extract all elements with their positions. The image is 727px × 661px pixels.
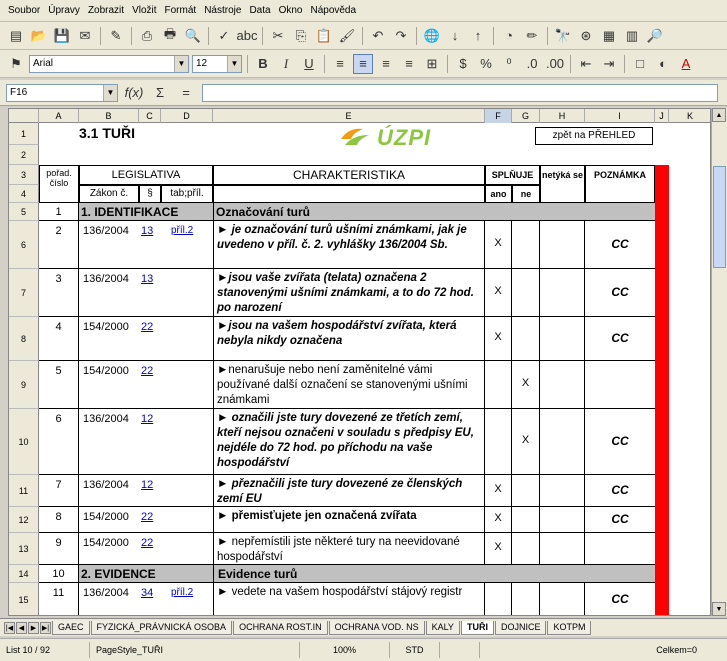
section-fill <box>485 203 655 221</box>
menu-bar <box>0 0 727 22</box>
paragraph-link[interactable]: 22 <box>139 361 161 409</box>
answer-netyka[interactable] <box>540 361 585 409</box>
tab-ochrana-vod[interactable]: OCHRANA VOD. NS <box>329 621 425 635</box>
export-pdf-icon[interactable]: ⎙ <box>141 27 153 43</box>
find-icon[interactable]: 🔭 <box>554 27 572 43</box>
save-icon[interactable]: 💾 <box>53 27 71 43</box>
answer-ne[interactable]: X <box>512 409 540 475</box>
row-number: 11 <box>39 583 79 616</box>
note-cell: CC <box>585 221 655 269</box>
status-sheet-count: List 10 / 92 <box>0 642 90 658</box>
answer-netyka[interactable] <box>540 533 585 565</box>
col-header-f[interactable]: F <box>485 109 512 123</box>
note-cell: CC <box>585 475 655 507</box>
chevron-down-icon: ▼ <box>227 56 241 72</box>
first-sheet-icon[interactable]: |◀ <box>4 622 15 634</box>
row-header-9[interactable]: 9 <box>9 361 39 409</box>
edit-icon[interactable]: ✎ <box>110 27 122 43</box>
attachment-link[interactable] <box>161 361 213 409</box>
separator <box>247 55 248 73</box>
section-label: 2. EVIDENCE <box>79 565 213 583</box>
navigator-icon[interactable]: ⊛ <box>580 27 592 43</box>
attachment-link[interactable] <box>161 507 213 533</box>
col-header-a[interactable]: A <box>39 109 79 123</box>
styles-icon[interactable]: ⚑ <box>10 55 22 71</box>
answer-ne[interactable] <box>512 475 540 507</box>
sheet-title: 3.1 TUŘI <box>79 125 136 141</box>
answer-ano[interactable]: X <box>485 221 512 269</box>
separator <box>416 27 417 45</box>
back-to-overview-button[interactable]: zpět na PŘEHLED <box>535 127 653 145</box>
law-number: 136/2004 <box>79 409 139 475</box>
row-number: 5 <box>39 361 79 409</box>
paragraph-link[interactable]: 22 <box>139 507 161 533</box>
header-poradi: pořad. číslo <box>39 165 79 203</box>
equals-icon[interactable]: = <box>182 85 190 100</box>
vertical-scrollbar[interactable] <box>711 108 727 616</box>
borders-icon[interactable]: □ <box>636 56 644 71</box>
tab-kotpm[interactable]: KOTPM <box>547 621 591 635</box>
header-poznamka: POZNÁMKA <box>585 165 655 203</box>
separator <box>570 55 571 73</box>
characteristic-text: ► přemisťujete jen označená zvířata <box>213 507 485 533</box>
status-mode[interactable]: STD <box>390 642 440 658</box>
row-number: 7 <box>39 475 79 507</box>
note-cell <box>585 361 655 409</box>
status-zoom[interactable]: 100% <box>300 642 390 658</box>
format-paint-icon[interactable]: 🖌 <box>338 27 356 43</box>
note-cell: CC <box>585 507 655 533</box>
hyperlink-icon[interactable]: 🌐 <box>423 27 441 43</box>
spreadsheet-grid[interactable] <box>8 108 711 616</box>
row-header-2[interactable]: 2 <box>9 145 39 165</box>
row-header-10[interactable]: 10 <box>9 409 39 475</box>
redo-icon[interactable]: ↷ <box>395 27 407 43</box>
header-ne: ne <box>512 185 540 203</box>
email-icon[interactable]: ✉ <box>79 27 91 43</box>
col-header-e[interactable]: E <box>213 109 485 123</box>
tab-dojnice[interactable]: DOJNICE <box>495 621 547 635</box>
print-icon[interactable]: 🖶 <box>163 25 177 41</box>
separator <box>208 27 209 45</box>
status-bar <box>0 638 727 661</box>
answer-ano[interactable]: X <box>485 317 512 361</box>
header-charakteristika: CHARAKTERISTIKA <box>213 165 485 185</box>
characteristic-text: ► je označování turů ušními známkami, jak je uvedeno v příl. č. 2. vyhlášky 136/2004 Sb. <box>213 221 485 269</box>
row-header-3[interactable]: 3 <box>9 165 39 185</box>
remove-decimal-icon[interactable]: .00 <box>545 56 565 71</box>
col-header-j[interactable]: J <box>655 109 669 123</box>
zoom-icon[interactable]: 🔎 <box>646 27 664 43</box>
row-number: 9 <box>39 533 79 565</box>
answer-ne[interactable] <box>512 317 540 361</box>
chevron-down-icon: ▼ <box>103 85 117 101</box>
law-number: 154/2000 <box>79 317 139 361</box>
answer-netyka[interactable] <box>540 583 585 616</box>
separator <box>131 27 132 45</box>
row-header-1[interactable]: 1 <box>9 123 39 145</box>
prev-sheet-icon[interactable]: ◀ <box>16 622 27 634</box>
justify-icon[interactable]: ≡ <box>405 56 413 71</box>
law-number: 154/2000 <box>79 507 139 533</box>
menu-okno[interactable]: Okno <box>278 5 303 16</box>
law-number: 136/2004 <box>79 583 139 616</box>
answer-netyka[interactable] <box>540 507 585 533</box>
attachment-link[interactable] <box>161 533 213 565</box>
attachment-link[interactable]: příl.2 <box>161 583 213 616</box>
col-header-k[interactable]: K <box>669 109 711 123</box>
add-decimal-icon[interactable]: .0 <box>526 56 538 71</box>
separator <box>547 27 548 45</box>
menu-zobrazit[interactable]: Zobrazit <box>87 5 125 16</box>
sheet-tabs <box>0 618 727 636</box>
row-header-11[interactable]: 11 <box>9 475 39 507</box>
characteristic-text: ►jsou na vašem hospodářství zvířata, která nebyla nikdy označena <box>213 317 485 361</box>
chevron-down-icon: ▼ <box>174 56 188 72</box>
menu-vlozit[interactable]: Vložit <box>132 5 157 16</box>
status-modified <box>440 642 480 658</box>
header-paragraf: § <box>139 185 161 203</box>
law-number: 154/2000 <box>79 533 139 565</box>
answer-ano[interactable] <box>485 583 512 616</box>
red-marker-bar <box>655 165 669 616</box>
datasource-icon[interactable]: ▥ <box>625 27 639 43</box>
decrease-indent-icon[interactable]: ⇤ <box>580 55 592 71</box>
paragraph-link[interactable]: 12 <box>139 475 161 507</box>
section-num: 1 <box>39 203 79 221</box>
paragraph-link[interactable]: 22 <box>139 317 161 361</box>
menu-nastroje[interactable]: Nástroje <box>204 5 242 16</box>
paragraph-link[interactable]: 13 <box>139 269 161 317</box>
row-header-8[interactable]: 8 <box>9 317 39 361</box>
attachment-link[interactable] <box>161 475 213 507</box>
answer-ne[interactable] <box>512 269 540 317</box>
sort-asc-icon[interactable]: ↓ <box>451 28 459 43</box>
law-number: 136/2004 <box>79 269 139 317</box>
number-format-icon[interactable]: ⁰ <box>506 55 512 71</box>
last-sheet-icon[interactable]: ▶| <box>40 622 51 634</box>
preview-icon[interactable]: 🔍 <box>184 27 202 43</box>
section-desc: Evidence turů <box>213 565 485 583</box>
header-zakon: Zákon č. <box>79 185 139 203</box>
answer-ne[interactable] <box>512 507 540 533</box>
font-name-select[interactable] <box>29 55 189 73</box>
attachment-link[interactable]: příl.2 <box>161 221 213 269</box>
attachment-link[interactable] <box>161 317 213 361</box>
paragraph-link[interactable]: 13 <box>139 221 161 269</box>
col-header-c[interactable]: C <box>139 109 161 123</box>
col-header-h[interactable]: H <box>540 109 585 123</box>
cut-icon[interactable]: ✂ <box>272 27 284 43</box>
gallery-icon[interactable]: ▦ <box>602 27 616 43</box>
next-sheet-icon[interactable]: ▶ <box>28 622 39 634</box>
answer-netyka[interactable] <box>540 317 585 361</box>
note-cell: CC <box>585 409 655 475</box>
paragraph-link[interactable]: 34 <box>139 583 161 616</box>
menu-data[interactable]: Data <box>249 5 271 16</box>
tab-gaec[interactable]: GAEC <box>52 621 90 635</box>
chart-icon[interactable]: ◔ <box>505 28 513 43</box>
separator <box>324 55 325 73</box>
note-cell: CC <box>585 269 655 317</box>
currency-icon[interactable]: $ <box>459 56 467 71</box>
attachment-link[interactable] <box>161 269 213 317</box>
new-icon[interactable]: ▤ <box>9 27 23 43</box>
tab-kaly[interactable]: KALY <box>426 621 460 635</box>
align-left-icon[interactable]: ≡ <box>336 56 344 71</box>
column-headers <box>9 109 711 123</box>
row-header-15[interactable]: 15 <box>9 583 39 616</box>
note-cell: CC <box>585 317 655 361</box>
separator <box>362 27 363 45</box>
spellcheck-icon[interactable]: ✓ <box>218 27 230 43</box>
paragraph-link[interactable]: 12 <box>139 409 161 475</box>
font-size-value: 12 <box>196 58 208 69</box>
answer-ano[interactable]: X <box>485 475 512 507</box>
percent-icon[interactable]: % <box>480 56 492 71</box>
separator <box>447 55 448 73</box>
characteristic-text: ► vedete na vašem hospodářství stájový registr <box>213 583 485 616</box>
background-color-icon[interactable]: ◐ <box>659 56 667 71</box>
paragraph-link[interactable]: 22 <box>139 533 161 565</box>
sort-desc-icon[interactable]: ↑ <box>474 28 482 43</box>
header-netyka: netýká se <box>540 165 585 203</box>
tab-ochrana-rostlin[interactable]: OCHRANA ROST.IN <box>233 621 328 635</box>
answer-netyka[interactable] <box>540 221 585 269</box>
uzpi-logo-text: ÚZPI <box>377 125 432 150</box>
function-wizard-icon[interactable]: f(x) <box>124 85 144 100</box>
scroll-up-icon[interactable]: ▲ <box>712 108 726 122</box>
answer-ano[interactable]: X <box>485 533 512 565</box>
col-header-b[interactable]: B <box>79 109 139 123</box>
row-number: 8 <box>39 507 79 533</box>
row-header-6[interactable]: 6 <box>9 221 39 269</box>
separator <box>624 55 625 73</box>
corner-cell[interactable] <box>9 109 39 123</box>
formula-input[interactable] <box>202 84 718 102</box>
row-header-14[interactable]: 14 <box>9 565 39 583</box>
row-header-4[interactable]: 4 <box>9 185 39 203</box>
answer-ano[interactable]: X <box>485 507 512 533</box>
menu-format[interactable]: Formát <box>164 5 197 16</box>
separator <box>100 27 101 45</box>
row-number: 6 <box>39 409 79 475</box>
standard-toolbar <box>0 22 727 50</box>
answer-netyka[interactable] <box>540 475 585 507</box>
menu-napoveda[interactable]: Nápověda <box>310 5 357 16</box>
font-color-icon[interactable]: A <box>681 56 691 71</box>
section-fill <box>485 565 655 583</box>
uzpi-logo-icon <box>339 125 373 151</box>
scroll-down-icon[interactable]: ▼ <box>712 602 726 616</box>
header-tab: tab;příl. <box>161 185 213 203</box>
row-number: 3 <box>39 269 79 317</box>
header-splnuje: SPLŇUJE <box>485 165 540 185</box>
align-right-icon[interactable]: ≡ <box>382 56 390 71</box>
tab-turi[interactable]: TUŘI <box>461 621 494 635</box>
row-number: 4 <box>39 317 79 361</box>
header-ano: ano <box>485 185 512 203</box>
answer-ne[interactable] <box>512 533 540 565</box>
increase-indent-icon[interactable]: ⇥ <box>603 55 615 71</box>
answer-netyka[interactable] <box>540 409 585 475</box>
answer-ne[interactable] <box>512 221 540 269</box>
row-number: 2 <box>39 221 79 269</box>
menu-soubor[interactable]: Soubor <box>8 5 41 16</box>
status-sum: Celkem=0 <box>656 645 697 655</box>
status-page-style: PageStyle_TUŘI <box>90 642 300 658</box>
header-charakteristika-sub <box>213 185 485 203</box>
answer-ano[interactable]: X <box>485 269 512 317</box>
characteristic-text: ►jsou vaše zvířata (telata) označena 2 stanovenými ušními známkami, a to do 72 hod. po narození <box>213 269 485 317</box>
merge-cells-icon[interactable]: ⊞ <box>426 55 438 71</box>
open-icon[interactable]: 📂 <box>30 27 48 43</box>
row-header-12[interactable]: 12 <box>9 507 39 533</box>
attachment-link[interactable] <box>161 409 213 475</box>
answer-netyka[interactable] <box>540 269 585 317</box>
answer-ano[interactable] <box>485 409 512 475</box>
scroll-thumb[interactable] <box>713 166 726 268</box>
law-number: 136/2004 <box>79 475 139 507</box>
col-header-g[interactable]: G <box>512 109 540 123</box>
separator <box>493 27 494 45</box>
answer-ne[interactable]: X <box>512 361 540 409</box>
section-desc: Označování turů <box>213 203 485 221</box>
law-number: 136/2004 <box>79 221 139 269</box>
header-legislativa: LEGISLATIVA <box>79 165 213 185</box>
name-box[interactable] <box>6 84 118 102</box>
tab-fyzicka[interactable]: FYZICKÁ_PRÁVNICKÁ OSOBA <box>91 621 233 635</box>
answer-ne[interactable] <box>512 583 540 616</box>
row-header-5[interactable]: 5 <box>9 203 39 221</box>
copy-icon[interactable]: ⎘ <box>295 27 307 43</box>
font-size-select[interactable] <box>192 55 242 73</box>
characteristic-text: ►nenarušuje nebo není zaměnitelné vámi používané další označení se stanovenými ušními známkami <box>213 361 485 409</box>
separator <box>262 27 263 45</box>
align-center-icon[interactable]: ≡ <box>353 54 373 74</box>
row-header-13[interactable]: 13 <box>9 533 39 565</box>
cell-reference: F16 <box>10 87 28 98</box>
characteristic-text: ► označili jste tury dovezené ze třetích zemí, kteří nejsou označeni v souladu s předpisy EU, nejdéle do 72 hod. po příchodu na vaše hospodářství <box>213 409 485 475</box>
row-header-7[interactable]: 7 <box>9 269 39 317</box>
section-num: 10 <box>39 565 79 583</box>
font-name-value: Arial <box>33 58 54 69</box>
paste-icon[interactable]: 📋 <box>315 27 333 43</box>
underline-icon[interactable]: U <box>304 56 314 71</box>
uzpi-logo <box>339 123 499 153</box>
law-number: 154/2000 <box>79 361 139 409</box>
note-cell <box>585 533 655 565</box>
col-header-d[interactable]: D <box>161 109 213 123</box>
note-cell: CC <box>585 583 655 616</box>
bold-icon[interactable]: B <box>258 56 268 71</box>
undo-icon[interactable]: ↶ <box>372 27 384 43</box>
formatting-toolbar <box>0 50 727 78</box>
autospell-icon[interactable]: abc <box>236 28 258 43</box>
characteristic-text: ► nepřemístili jste některé tury na neevidované hospodářství <box>213 533 485 565</box>
characteristic-text: ► přeznačili jste tury dovezené ze členských zemí EU <box>213 475 485 507</box>
col-header-i[interactable]: I <box>585 109 655 123</box>
formula-bar <box>0 80 727 106</box>
draw-icon[interactable]: ✏ <box>526 27 538 43</box>
section-label: 1. IDENTIFIKACE <box>79 203 213 221</box>
italic-icon[interactable]: I <box>283 55 289 71</box>
answer-ano[interactable] <box>485 361 512 409</box>
sum-icon[interactable]: Σ <box>155 85 165 100</box>
menu-upravy[interactable]: Úpravy <box>48 5 80 16</box>
